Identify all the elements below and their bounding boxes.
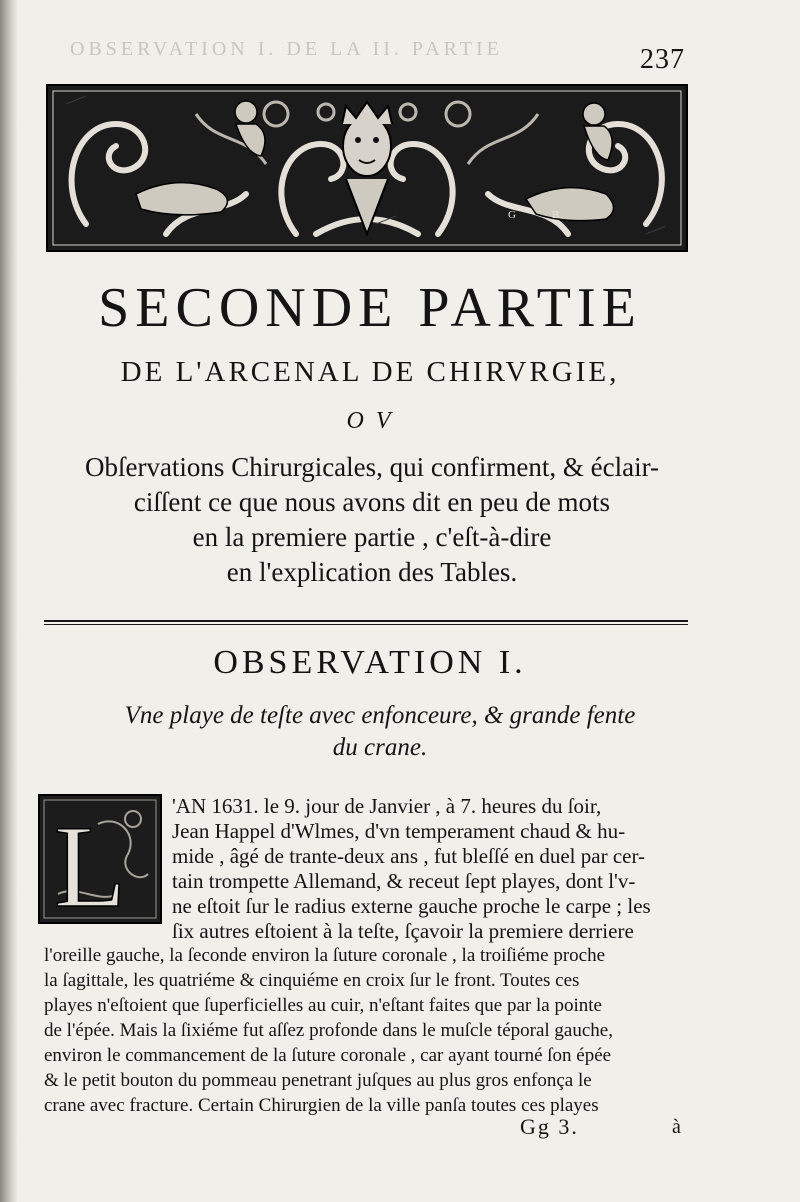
body-line: 'AN 1631. le 9. jour de Janvier , à 7. heures du ſoir, (172, 794, 602, 818)
description-line: en la premiere partie , c'eſt-à-dire (192, 522, 552, 552)
body-line: mide , âgé de trante-deux ans , fut bleſſé en duel par cer- (172, 844, 646, 868)
body-line: crane avec fracture. Certain Chirurgien de la ville panſa toutes ces playes (44, 1095, 599, 1116)
catchword: à (672, 1116, 681, 1138)
part-conjunction: O V (346, 408, 394, 434)
page-number: 237 (640, 44, 685, 75)
headpiece-letter-b: B (552, 209, 560, 221)
body-line: l'oreille gauche, la ſeconde environ la ſuture coronale , la troiſiéme proche (44, 945, 606, 966)
description-line: en l'explication des Tables. (226, 557, 518, 587)
body-line: ſix autres eſtoient à la teſte, ſçavoir la premiere derriere (172, 919, 634, 943)
body-line: ne eſtoit ſur le radius externe gauche proche le carpe ; les (172, 894, 651, 918)
observation-subtitle-continued: du crane. (332, 734, 428, 761)
observation-title: OBSERVATION I. (213, 644, 527, 681)
body-line: Jean Happel d'Wlmes, d'vn temperament chaud & hu- (172, 819, 626, 843)
observation-subtitle: Vne playe de teſte avec enfonceure, & grande fente (124, 702, 636, 729)
body-line: & le petit bouton du pommeau penetrant juſques au plus gros enfonça le (44, 1070, 592, 1091)
headpiece-letter-g: G (508, 209, 516, 221)
headpiece-ornament-icon (46, 84, 688, 252)
signature-mark: Gg 3. (520, 1114, 579, 1139)
body-line: de l'épée. Mais la ſixiéme fut aſſez profonde dans le muſcle téporal gauche, (44, 1020, 613, 1041)
body-line: playes n'eſtoient que ſuperficielles au cuir, n'eſtant faites que par la pointe (44, 995, 602, 1016)
show-through-running-head: OBSERVATION I. DE LA II. PARTIE (70, 38, 503, 58)
description-line: ciſſent ce que nous avons dit en peu de mots (133, 487, 611, 517)
body-line: la ſagittale, les quatriéme & cinquiéme en croix ſur le front. Toutes ces (44, 970, 580, 991)
part-description (40, 450, 704, 590)
decorated-initial-icon (38, 794, 162, 924)
woodcut-headpiece (46, 84, 688, 252)
drop-cap-letter: L (54, 801, 127, 924)
part-title: SECONDE PARTIE (98, 277, 642, 339)
drop-cap-initial (38, 794, 162, 924)
body-line: tain trompette Allemand, & receut ſept playes, dont l'v- (172, 869, 636, 893)
page-spine-shadow (0, 0, 18, 1202)
body-line: environ le commancement de la ſuture coronale , car ayant tourné ſon épée (44, 1045, 612, 1066)
part-subtitle: DE L'ARCENAL DE CHIRVRGIE, (120, 356, 620, 388)
section-divider-rule (44, 620, 688, 625)
description-line: Obſervations Chirurgicales, qui confirment, & éclair- (84, 452, 660, 482)
